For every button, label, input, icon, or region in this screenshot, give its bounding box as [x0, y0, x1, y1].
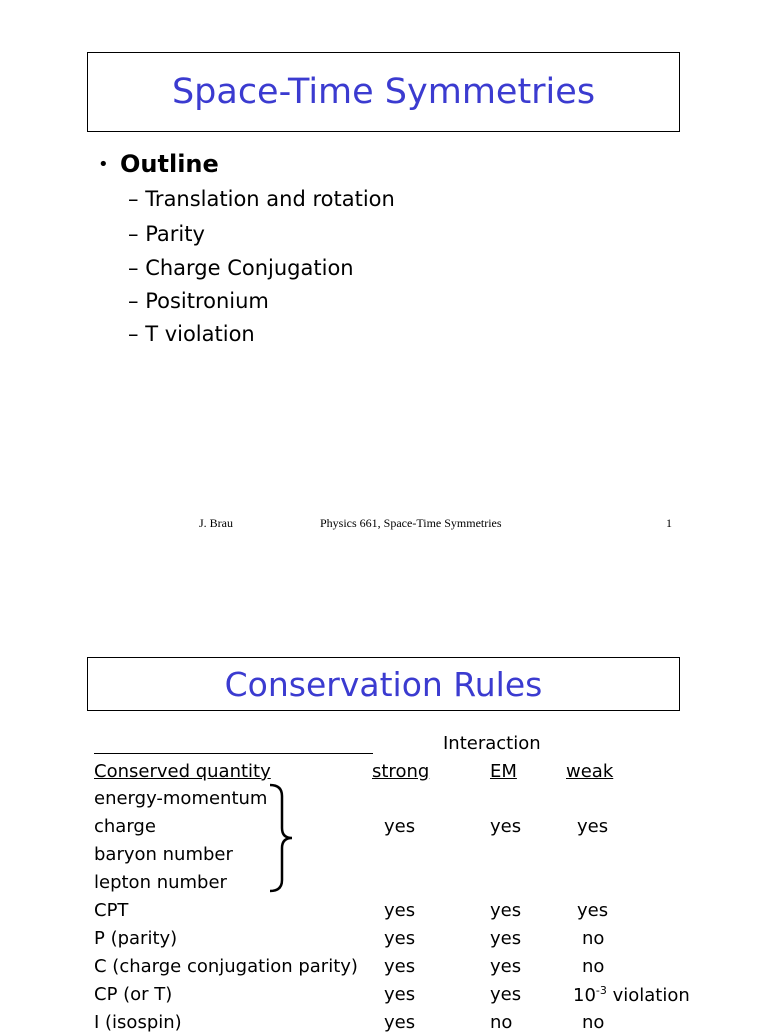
- row-quantity: I (isospin): [94, 1012, 182, 1033]
- footer-course: Physics 661, Space-Time Symmetries: [320, 516, 502, 530]
- row-strong: yes: [384, 900, 416, 921]
- row-quantity: C (charge conjugation parity): [94, 956, 358, 977]
- row-quantity: energy-momentum: [94, 788, 268, 809]
- bullet-icon: •: [98, 153, 109, 175]
- row-em: yes: [490, 928, 522, 949]
- row-strong: yes: [384, 816, 416, 837]
- row-weak: no: [582, 928, 605, 949]
- row-em: yes: [490, 816, 522, 837]
- row-strong: yes: [384, 956, 416, 977]
- row-strong: yes: [384, 1012, 416, 1033]
- outline-bullet: [98, 150, 219, 178]
- row-weak-exponent: -3: [595, 984, 607, 997]
- col-header-quantity: Conserved quantity: [94, 761, 271, 782]
- col-header-weak: weak: [566, 761, 614, 782]
- row-weak: yes: [577, 816, 609, 837]
- row-weak: $10^{-3}$ violation: [573, 984, 690, 1006]
- outline-item: – Charge Conjugation: [128, 256, 354, 280]
- outline-heading: Outline: [120, 150, 219, 178]
- brace-icon: [262, 782, 302, 894]
- outline-section: [98, 150, 219, 178]
- outline-item: – Positronium: [128, 289, 269, 313]
- row-weak: no: [582, 1012, 605, 1033]
- slide2-title: Conservation Rules: [87, 657, 680, 711]
- row-quantity: lepton number: [94, 872, 227, 893]
- col-header-em: EM: [490, 761, 517, 782]
- outline-item: – Translation and rotation: [128, 187, 395, 211]
- header-rule: [94, 753, 373, 754]
- row-quantity: CPT: [94, 900, 129, 921]
- row-em: no: [490, 1012, 513, 1033]
- row-quantity: CP (or T): [94, 984, 173, 1005]
- row-strong: yes: [384, 928, 416, 949]
- row-quantity: charge: [94, 816, 156, 837]
- row-weak: no: [582, 956, 605, 977]
- slide1-title: Space-Time Symmetries: [87, 52, 680, 132]
- col-header-strong: strong: [372, 761, 430, 782]
- row-weak-suffix: violation: [606, 985, 690, 1006]
- row-weak: yes: [577, 900, 609, 921]
- row-em: yes: [490, 956, 522, 977]
- footer-page: 1: [666, 516, 672, 530]
- row-em: yes: [490, 984, 522, 1005]
- group-header: Interaction: [443, 733, 541, 754]
- outline-item: – T violation: [128, 322, 255, 346]
- footer-author: J. Brau: [199, 516, 233, 530]
- row-strong: yes: [384, 984, 416, 1005]
- row-quantity: baryon number: [94, 844, 233, 865]
- row-em: yes: [490, 900, 522, 921]
- row-quantity: P (parity): [94, 928, 178, 949]
- outline-item: – Parity: [128, 222, 205, 246]
